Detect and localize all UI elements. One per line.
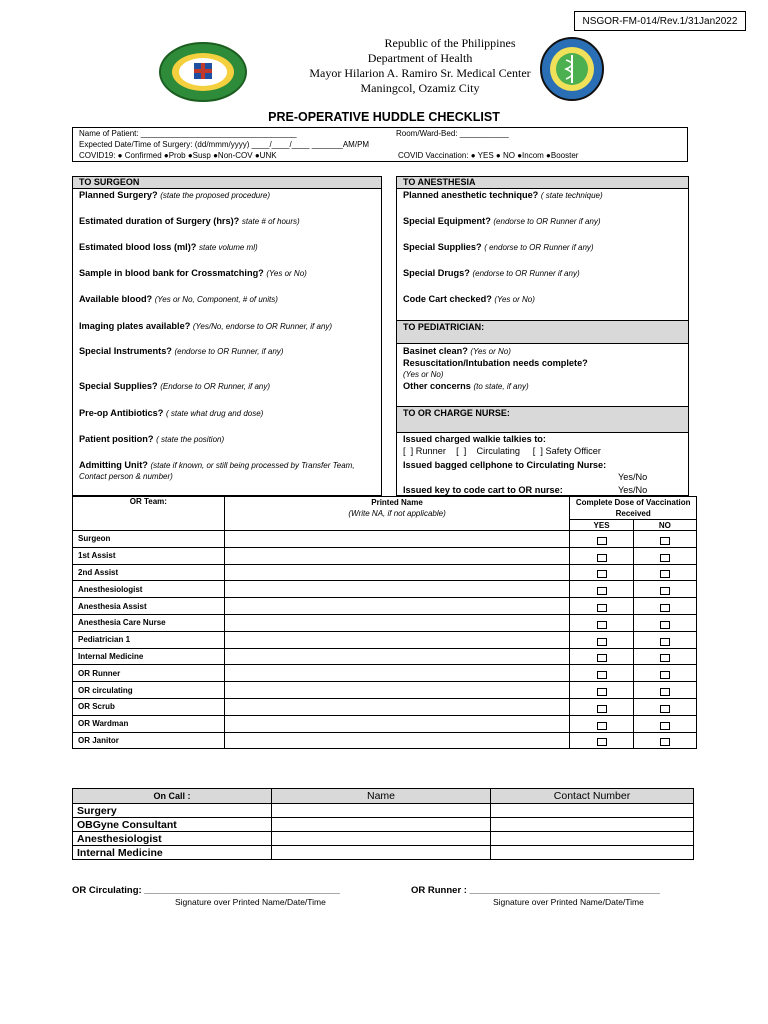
team-role: 2nd Assist [73,564,225,581]
team-role: OR circulating [73,682,225,699]
signature-caption: Signature over Printed Name/Date/Time [493,897,644,907]
on-call-contact-cell[interactable] [491,832,694,846]
team-role: Pediatrician 1 [73,631,225,648]
col-name: Name [272,789,491,804]
printed-name-cell[interactable] [224,665,570,682]
vaccination-yes-checkbox[interactable] [597,688,607,696]
team-role: 1st Assist [73,547,225,564]
on-call-service: Surgery [73,804,272,818]
room-ward-field[interactable]: Room/Ward-Bed: ___________ [396,129,509,138]
table-row [73,698,697,715]
vaccination-no-checkbox[interactable] [660,604,670,612]
printed-name-cell[interactable] [224,598,570,615]
vaccination-no-checkbox[interactable] [660,671,670,679]
page-title: PRE-OPERATIVE HUDDLE CHECKLIST [268,110,500,124]
team-role: OR Runner [73,665,225,682]
or-runner-signature[interactable]: OR Runner : ____________________________________ [411,885,660,896]
on-call-row [73,804,694,818]
patient-name-field[interactable]: Name of Patient: ___________________________________ [79,129,297,138]
table-row [73,614,697,631]
team-role: OR Wardman [73,715,225,732]
on-call-row [73,846,694,860]
table-row [73,547,697,564]
team-role: Internal Medicine [73,648,225,665]
col-on-call: On Call : [73,789,272,804]
printed-name-cell[interactable] [224,564,570,581]
surgeon-item: Available blood? (Yes or No, Component, # of units) [79,294,278,304]
covid-status-field[interactable]: COVID19: ● Confirmed ●Prob ●Susp ●Non-COV ●UNK [79,151,277,160]
team-role: OR Janitor [73,732,225,749]
surgeon-item: Special Supplies? (Endorse to OR Runner, if any) [79,381,271,391]
hospital-seal-icon [528,36,616,102]
table-row [73,682,697,699]
on-call-contact-cell[interactable] [491,818,694,832]
anesthesia-item: Planned anesthetic technique? ( state technique) [403,190,603,200]
table-row [73,715,697,732]
doh-seal-icon [158,42,248,102]
printed-name-cell[interactable] [224,631,570,648]
printed-name-cell[interactable] [224,648,570,665]
surgeon-item: Sample in blood bank for Crossmatching? (Yes or No) [79,268,307,278]
vaccination-no-checkbox[interactable] [660,554,670,562]
vaccination-no-checkbox[interactable] [660,654,670,662]
surgeon-item: Special Instruments? (endorse to OR Runner, if any) [79,346,284,356]
surgeon-item: Imaging plates available? (Yes/No, endorse to OR Runner, if any) [79,321,333,331]
anesthesia-item: Special Supplies? ( endorse to OR Runner if any) [403,242,594,252]
signature-caption: Signature over Printed Name/Date/Time [175,897,326,907]
anesthesia-item: Code Cart checked? (Yes or No) [403,294,535,304]
table-row [73,531,697,548]
col-printed-name-hint: (Write NA, if not applicable) [348,509,446,518]
surgeon-item: Pre-op Antibiotics? ( state what drug and dose) [79,408,264,418]
printed-name-cell[interactable] [224,547,570,564]
or-circulating-signature[interactable]: OR Circulating: _____________________________________ [72,885,340,896]
team-role: Surgeon [73,531,225,548]
vaccination-yes-checkbox[interactable] [597,654,607,662]
surgeon-header: TO SURGEON [73,177,381,189]
vaccination-no-checkbox[interactable] [660,688,670,696]
pediatrician-header: TO PEDIATRICIAN: [397,320,688,344]
vaccination-yes-checkbox[interactable] [597,722,607,730]
on-call-service: OBGyne Consultant [73,818,272,832]
col-vaccination: Complete Dose of Vaccination Received [570,497,697,520]
surgeon-item: Patient position? ( state the position) [79,434,225,444]
letterhead-address: Maningcol, Ozamiz City [360,81,480,95]
vaccination-yes-checkbox[interactable] [597,621,607,629]
vaccination-yes-checkbox[interactable] [597,705,607,713]
on-call-service: Anesthesiologist [73,832,272,846]
col-printed-name-label: Printed Name [371,498,423,507]
table-row [73,581,697,598]
table-row [73,598,697,615]
code-cart-key-answer[interactable]: Yes/No [618,485,648,495]
letterhead [300,36,540,96]
code-cart-key-item: Issued key to code cart to OR nurse: [403,485,563,495]
vaccination-yes-checkbox[interactable] [597,570,607,578]
anesthesia-item: Special Drugs? (endorse to OR Runner if any) [403,268,580,278]
vaccination-no-checkbox[interactable] [660,621,670,629]
anesthesia-header: TO ANESTHESIA [397,177,688,189]
anesthesia-item: Special Equipment? (endorse to OR Runner if any) [403,216,601,226]
col-or-team: OR Team: [73,497,225,531]
or-team-table [72,496,697,749]
pediatrician-item: Other concerns (to state, if any) [403,381,529,391]
surgeon-item: Estimated blood loss (ml)? state volume ml) [79,242,258,252]
form-number: NSGOR-FM-014/Rev.1/31Jan2022 [574,11,746,31]
printed-name-cell[interactable] [224,682,570,699]
col-yes: YES [570,520,633,531]
pediatrician-item: Basinet clean? (Yes or No) [403,346,511,356]
vaccination-no-checkbox[interactable] [660,705,670,713]
pediatrician-item: Resuscitation/Intubation needs complete? (Yes or No) [403,358,588,379]
team-role: Anesthesia Assist [73,598,225,615]
surgery-date-field[interactable]: Expected Date/Time of Surgery: (dd/mmm/yyyy) ____/____/____ _______AM/PM [79,140,370,149]
printed-name-cell[interactable] [224,715,570,732]
on-call-contact-cell[interactable] [491,846,694,860]
on-call-name-cell[interactable] [272,832,491,846]
vaccination-yes-checkbox[interactable] [597,604,607,612]
team-role: Anesthesiologist [73,581,225,598]
team-role: OR Scrub [73,698,225,715]
surgeon-item: Estimated duration of Surgery (hrs)? state # of hours) [79,216,300,226]
letterhead-republic: Republic of the Philippines [384,36,516,50]
table-row [73,631,697,648]
covid-vaccination-field[interactable]: COVID Vaccination: ● YES ● NO ●Incom ●Booster [398,151,579,160]
letterhead-department: Department of Health [367,51,473,65]
printed-name-cell[interactable] [224,614,570,631]
surgeon-section [72,176,382,496]
vaccination-yes-checkbox[interactable] [597,671,607,679]
charge-nurse-header: TO OR CHARGE NURSE: [397,406,688,433]
printed-name-cell[interactable] [224,581,570,598]
col-contact: Contact Number [491,789,694,804]
vaccination-yes-checkbox[interactable] [597,638,607,646]
col-printed-name [224,497,570,531]
on-call-row [73,832,694,846]
table-row [73,732,697,749]
walkie-talkie-options[interactable]: [ ] Runner [ ] Circulating [ ] Safety Officer [403,446,601,456]
table-row [73,564,697,581]
anesthesia-section [396,176,689,496]
cellphone-answer[interactable]: Yes/No [618,472,648,482]
team-role: Anesthesia Care Nurse [73,614,225,631]
vaccination-no-checkbox[interactable] [660,738,670,746]
table-row [73,648,697,665]
vaccination-no-checkbox[interactable] [660,570,670,578]
printed-name-cell[interactable] [224,531,570,548]
on-call-name-cell[interactable] [272,818,491,832]
table-row [73,665,697,682]
vaccination-no-checkbox[interactable] [660,722,670,730]
vaccination-no-checkbox[interactable] [660,587,670,595]
vaccination-yes-checkbox[interactable] [597,738,607,746]
printed-name-cell[interactable] [224,698,570,715]
on-call-service: Internal Medicine [73,846,272,860]
on-call-table [72,788,694,860]
vaccination-yes-checkbox[interactable] [597,537,607,545]
vaccination-no-checkbox[interactable] [660,638,670,646]
surgeon-item: Planned Surgery? (state the proposed procedure) [79,190,271,200]
cellphone-item: Issued bagged cellphone to Circulating Nurse: [403,460,607,470]
vaccination-yes-checkbox[interactable] [597,587,607,595]
walkie-talkie-item: Issued charged walkie talkies to: [403,434,546,444]
on-call-name-cell[interactable] [272,804,491,818]
on-call-row [73,818,694,832]
vaccination-no-checkbox[interactable] [660,537,670,545]
col-no: NO [633,520,696,531]
letterhead-hospital: Mayor Hilarion A. Ramiro Sr. Medical Center [309,66,531,80]
on-call-name-cell[interactable] [272,846,491,860]
vaccination-yes-checkbox[interactable] [597,554,607,562]
surgeon-item: Admitting Unit? (state if known, or still being processed by Transfer Team, Contact person & number) [79,460,355,481]
patient-info-box [72,127,688,162]
on-call-contact-cell[interactable] [491,804,694,818]
printed-name-cell[interactable] [224,732,570,749]
